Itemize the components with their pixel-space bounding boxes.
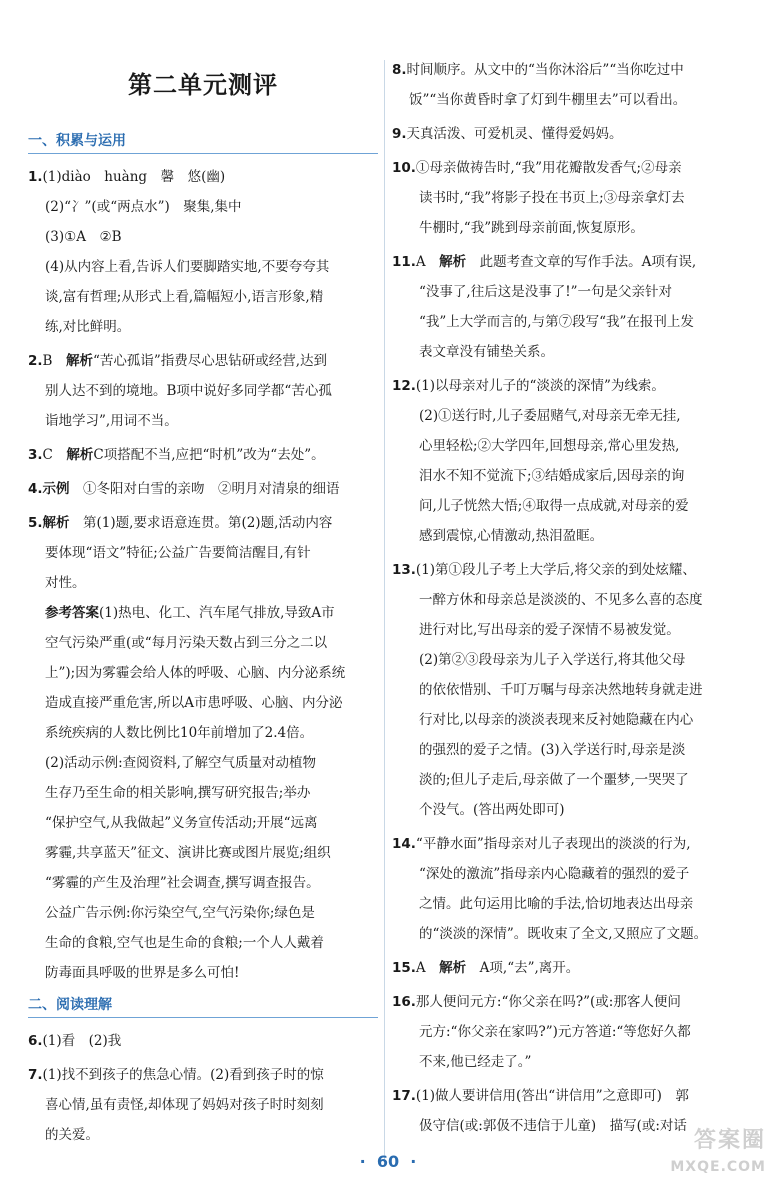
answer-line: 诣地学习”,用词不当。	[45, 413, 178, 429]
answer-line: 生存乃至生命的相关影响,撰写研究报告;举办	[45, 785, 311, 801]
answer-line: 喜心情,虽有责怪,却体现了妈妈对孩子时时刻刻	[45, 1097, 324, 1113]
answer-line: (1)找不到孩子的焦急心情。(2)看到孩子时的惊	[42, 1067, 324, 1083]
answer-line: “保护空气,从我做起”义务宣传活动;开展“远离	[45, 815, 318, 831]
answer-line: 天真活泼、可爱机灵、懂得爱妈妈。	[406, 126, 623, 142]
answer-line: ①冬阳对白雪的亲吻 ②明月对清泉的细语	[83, 481, 340, 497]
answer-line: 的“淡淡的深情”。既收束了全文,又照应了文题。	[419, 926, 708, 942]
question-2	[28, 346, 378, 436]
answer-line: 淡的;但儿子走后,母亲做了一个噩梦,一哭哭了	[419, 772, 689, 788]
answer-line: “苦心孤诣”指费尽心思钻研或经营,达到	[92, 353, 328, 369]
question-14	[392, 829, 748, 949]
answer-line: (1)看 (2)我	[42, 1033, 122, 1049]
answer-line: (2)“冫”(或“两点水”) 聚集,集中	[45, 199, 242, 215]
answer-choice: C	[42, 447, 53, 463]
question-number: 15.	[392, 960, 416, 976]
answer-line: 第(1)题,要求语意连贯。第(2)题,活动内容	[83, 515, 333, 531]
answer-line: (2)活动示例:查阅资料,了解空气质量对动植物	[45, 755, 316, 771]
answer-line: 牛棚时,“我”跳到母亲前面,恢复原形。	[419, 220, 644, 236]
answer-line: 造成直接严重危害,所以A市患呼吸、心脑、内分泌	[45, 695, 343, 711]
answer-line: C项搭配不当,应把“时机”改为“去处”。	[93, 447, 325, 463]
page-number: · 60 ·	[359, 1152, 417, 1171]
answer-line: “平静水面”指母亲对儿子表现出的淡淡的行为,	[415, 836, 691, 852]
answer-line: 一醉方休和母亲总是淡淡的、不见多么喜的态度	[419, 592, 703, 608]
answer-line: 的依依惜别、千叮万嘱与母亲决然地转身就走进	[419, 682, 703, 698]
answer-line: 时间顺序。从文中的“当你沐浴后”“当你吃过中	[406, 62, 684, 78]
answer-line: 问,儿子恍然大悟;④取得一点成就,对母亲的爱	[419, 498, 689, 514]
question-9	[392, 119, 748, 149]
question-number: 2.	[28, 353, 43, 369]
answer-line: 别人达不到的境地。B项中说好多同学都“苦心孤	[45, 383, 332, 399]
answer-line: (2)第②③段母亲为儿子入学送行,将其他父母	[419, 652, 686, 668]
example-label: 示例	[42, 481, 70, 497]
answer-choice: A	[415, 960, 426, 976]
question-number: 3.	[28, 447, 43, 463]
answer-line: “雾霾的产生及治理”社会调查,撰写调查报告。	[45, 875, 320, 891]
answer-line: 的强烈的爱子之情。(3)入学送行时,母亲是淡	[419, 742, 686, 758]
reference-answer-label: 参考答案	[45, 605, 99, 621]
section-heading-reading: 二、阅读理解	[28, 994, 378, 1018]
answer-line: 表文章没有铺垫关系。	[419, 344, 554, 360]
answer-line: (1)热电、化工、汽车尾气排放,导致A市	[99, 605, 335, 621]
question-number: 10.	[392, 160, 416, 176]
answer-line: (1)第①段儿子考上大学后,将父亲的到处炫耀、	[415, 562, 696, 578]
analysis-label: 解析	[439, 254, 467, 270]
watermark-url: MXQE.COM	[670, 1159, 766, 1175]
answer-line: ①母亲做祷告时,“我”用花瓣散发香气;②母亲	[415, 160, 682, 176]
answer-line: 雾霾,共享蓝天”征文、演讲比赛或图片展览;组织	[45, 845, 331, 861]
question-8	[392, 55, 748, 115]
answer-line: 不来,他已经走了。”	[419, 1054, 532, 1070]
answer-line: 之情。此句运用比喻的手法,恰切地表达出母亲	[419, 896, 694, 912]
answer-line: 对性。	[45, 575, 86, 591]
question-number: 12.	[392, 378, 416, 394]
answer-line: 那人便问元方:“你父亲在吗?”(或:那客人便问	[415, 994, 681, 1010]
watermark	[670, 1128, 766, 1180]
question-12	[392, 371, 748, 551]
question-16	[392, 987, 748, 1077]
question-1	[28, 162, 378, 342]
answer-choice: B	[42, 353, 53, 369]
question-15	[392, 953, 748, 983]
answer-line: 上”);因为雾霾会给人体的呼吸、心脑、内分泌系统	[45, 665, 346, 681]
answer-line: (3)①A ②B	[45, 229, 122, 245]
answer-line: 读书时,“我”将影子投在书页上;③母亲拿灯去	[419, 190, 685, 206]
answer-line: “没事了,往后这是没事了!”一句是父亲针对	[419, 284, 673, 300]
answer-line: 空气污染严重(或“每月污染天数占到三分之二以	[45, 635, 328, 651]
column-divider	[384, 60, 385, 1160]
question-number: 6.	[28, 1033, 43, 1049]
question-number: 7.	[28, 1067, 43, 1083]
answer-line: 公益广告示例:你污染空气,空气污染你;绿色是	[45, 905, 315, 921]
page-title: 第二单元测评	[128, 71, 278, 99]
answer-line: 要体现“语文”特征;公益广告要简洁醒目,有针	[45, 545, 311, 561]
question-number: 8.	[392, 62, 407, 78]
answer-line: “我”上大学而言的,与第⑦段写“我”在报刊上发	[419, 314, 694, 330]
question-number: 14.	[392, 836, 416, 852]
answer-line: 生命的食粮,空气也是生命的食粮;一个人人戴着	[45, 935, 324, 951]
analysis-label: 解析	[42, 515, 70, 531]
question-number: 11.	[392, 254, 416, 270]
answer-line: (1)以母亲对儿子的“淡淡的深情”为线索。	[415, 378, 665, 394]
question-number: 1.	[28, 169, 43, 185]
question-7	[28, 1060, 378, 1150]
question-number: 4.	[28, 481, 43, 497]
analysis-label: 解析	[66, 447, 94, 463]
answer-line: (1)做人要讲信用(答出“讲信用”之意即可) 郭	[415, 1088, 689, 1104]
answer-line: 防毒面具呼吸的世界是多么可怕!	[45, 965, 240, 981]
answer-line: 此题考查文章的写作手法。A项有误,	[479, 254, 697, 270]
question-4	[28, 474, 378, 504]
answer-line: 饭”“当你黄昏时拿了灯到牛棚里去”可以看出。	[409, 92, 687, 108]
answer-line: 练,对比鲜明。	[45, 319, 131, 335]
answer-line: 系统疾病的人数比例比10年前增加了2.4倍。	[45, 725, 314, 741]
question-13	[392, 555, 748, 825]
question-number: 16.	[392, 994, 416, 1010]
question-number: 5.	[28, 515, 43, 531]
answer-line: 的关爱。	[45, 1127, 99, 1143]
question-number: 9.	[392, 126, 407, 142]
answer-choice: A	[415, 254, 426, 270]
question-3	[28, 440, 378, 470]
answer-line: 伋守信(或:郭伋不违信于儿童) 描写(或:对话	[419, 1118, 687, 1134]
answer-line: 心里轻松;②大学四年,回想母亲,常心里发热,	[419, 438, 680, 454]
answer-line: (1)diào huàng 馨 悠(幽)	[42, 169, 226, 185]
answer-line: 感到震惊,心情激动,热泪盈眶。	[419, 528, 604, 544]
page-number-value: 60	[376, 1152, 400, 1171]
left-column	[28, 55, 378, 1154]
right-column	[392, 55, 748, 1145]
answer-line: 元方:“你父亲在家吗?”)元方答道:“等您好久都	[419, 1024, 691, 1040]
analysis-label: 解析	[439, 960, 467, 976]
watermark-logo-text: 答案圈	[693, 1128, 766, 1153]
question-6	[28, 1026, 378, 1056]
analysis-label: 解析	[65, 353, 93, 369]
section-heading-accumulation: 一、积累与运用	[28, 130, 378, 154]
answer-line: (4)从内容上看,告诉人们要脚踏实地,不要夸夸其	[45, 259, 330, 275]
answer-line: 行对比,以母亲的淡淡表现来反衬她隐藏在内心	[419, 712, 694, 728]
question-number: 17.	[392, 1088, 416, 1104]
answer-line: 谈,富有哲理;从形式上看,篇幅短小,语言形象,精	[45, 289, 324, 305]
answer-line: 个没气。(答出两处即可)	[419, 802, 565, 818]
question-5	[28, 508, 378, 988]
question-11	[392, 247, 748, 367]
question-number: 13.	[392, 562, 416, 578]
answer-line: “深处的激流”指母亲内心隐藏着的强烈的爱子	[419, 866, 690, 882]
question-10	[392, 153, 748, 243]
answer-line: (2)①送行时,儿子委屈赌气,对母亲无牵无挂,	[419, 408, 681, 424]
answer-line: 进行对比,写出母亲的爱子深情不易被发觉。	[419, 622, 680, 638]
answer-line: A项,“去”,离开。	[479, 960, 580, 976]
answer-line: 泪水不知不觉流下;③结婚成家后,因母亲的询	[419, 468, 685, 484]
